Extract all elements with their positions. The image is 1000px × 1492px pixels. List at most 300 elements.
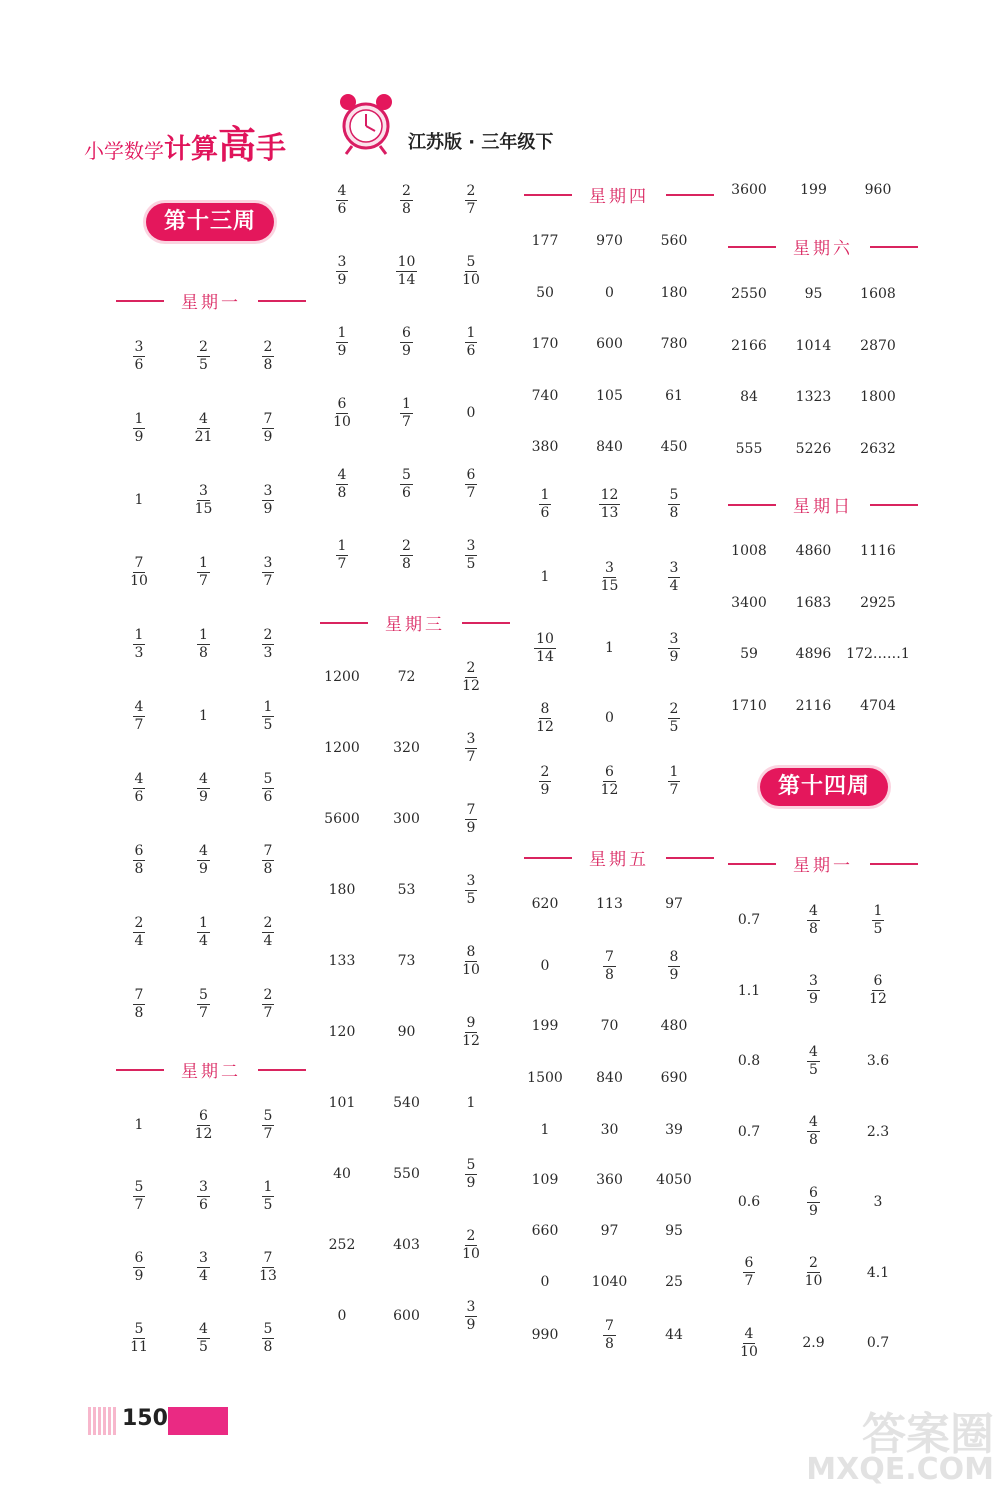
answer-cell: 2.9 [802, 1335, 825, 1351]
day-heading-w13-wed: 星期三 [320, 610, 510, 634]
fraction [336, 183, 349, 218]
numerator: 8 [669, 948, 679, 965]
denominator: 7 [134, 716, 144, 733]
denominator: 10 [740, 1343, 758, 1360]
numerator: 12 [600, 486, 619, 503]
answer-cell: 1 [540, 569, 550, 585]
answer-cell [578, 1311, 642, 1359]
numerator: 1 [199, 626, 208, 643]
denominator: 11 [130, 1338, 148, 1355]
denominator: 8 [263, 1338, 273, 1355]
answer-cell: 480 [660, 1018, 688, 1034]
denominator: 7 [263, 1125, 273, 1142]
fraction [197, 627, 210, 662]
numerator: 2 [669, 700, 679, 717]
denominator: 9 [263, 428, 273, 445]
answer-cell [236, 1243, 300, 1291]
answer-cell [439, 1292, 503, 1340]
fraction [807, 903, 820, 938]
numerator: 6 [744, 1255, 754, 1271]
denominator: 14 [397, 271, 416, 288]
answer-cell: 40 [333, 1166, 351, 1182]
answer-cell: 30 [600, 1122, 619, 1138]
answer-cell [717, 1249, 781, 1297]
denominator: 8 [605, 1335, 614, 1352]
denominator: 7 [134, 1196, 144, 1213]
denominator: 8 [669, 504, 679, 521]
answer-cell: 5600 [324, 811, 360, 827]
answer-cell [846, 967, 910, 1015]
answer-cell: 90 [397, 1024, 416, 1040]
numerator: 2 [466, 1227, 476, 1244]
answer-cell [642, 480, 706, 528]
answer-cell: 3400 [731, 594, 767, 611]
answer-cell: 0 [540, 1274, 550, 1290]
fraction [133, 1250, 146, 1285]
answer-cell: 252 [328, 1237, 356, 1253]
denominator: 13 [600, 504, 619, 521]
fraction [262, 339, 275, 374]
answer-cell [107, 404, 171, 452]
numerator: 2 [263, 986, 273, 1003]
answer-cell [107, 764, 171, 812]
denominator: 3 [263, 644, 273, 661]
alarm-clock-icon [332, 86, 402, 156]
answer-cell: 970 [596, 233, 623, 249]
answer-cell: 50 [536, 284, 554, 301]
answer-cell: 4.1 [866, 1264, 890, 1281]
fraction [133, 915, 146, 950]
answer-cell [236, 1172, 300, 1220]
denominator: 5 [873, 920, 883, 937]
answer-cell [439, 795, 503, 843]
denominator: 6 [337, 200, 347, 217]
answer-cell: 4704 [860, 697, 896, 714]
numerator: 7 [134, 986, 144, 1003]
answer-cell: 2925 [860, 594, 896, 611]
fraction [262, 843, 275, 878]
denominator: 6 [199, 1196, 208, 1213]
fraction [197, 771, 210, 806]
numerator: 5 [134, 1320, 144, 1337]
fraction [668, 631, 681, 666]
fraction [460, 1015, 482, 1050]
fraction [465, 1299, 478, 1334]
numerator: 5 [466, 253, 476, 270]
denominator: 8 [809, 920, 818, 937]
denominator: 9 [809, 991, 818, 1007]
answer-cell: 1008 [731, 543, 767, 559]
answer-cell [107, 836, 171, 884]
answer-cell [782, 896, 846, 944]
numerator: 4 [809, 1043, 818, 1060]
fraction [262, 915, 275, 950]
fraction [133, 1179, 146, 1214]
denominator: 4 [134, 932, 144, 949]
numerator: 4 [337, 182, 347, 199]
answer-cell: 25 [665, 1274, 683, 1290]
fraction [197, 843, 210, 878]
denominator: 10 [462, 1245, 480, 1262]
answer-cell [375, 460, 439, 508]
numerator: 4 [199, 842, 208, 859]
answer-cell [513, 757, 577, 805]
fraction [603, 949, 616, 984]
answer-cell: 560 [660, 233, 688, 249]
fraction [193, 411, 215, 446]
answer-cell [439, 724, 503, 772]
numerator: 3 [466, 537, 476, 554]
answer-cell [846, 896, 910, 944]
watermark: 答案圈 MXQE.COM [806, 1409, 994, 1487]
denominator: 4 [669, 577, 679, 594]
numerator: 1 [337, 537, 347, 554]
numerator: 3 [466, 872, 476, 889]
denominator: 9 [669, 966, 679, 983]
numerator: 3 [466, 730, 476, 747]
numerator: 7 [263, 1249, 273, 1266]
numerator: 6 [873, 973, 883, 989]
fraction [262, 1179, 275, 1214]
denominator: 7 [402, 413, 411, 430]
numerator: 1 [263, 1178, 273, 1195]
answer-cell: 2550 [731, 286, 767, 302]
numerator: 10 [397, 253, 416, 270]
fraction [197, 555, 210, 590]
answer-cell: 1 [134, 1117, 144, 1133]
answer-cell: 199 [531, 1018, 559, 1034]
denominator: 7 [744, 1273, 754, 1289]
day-heading-w13-sun: 星期日 [728, 492, 918, 516]
denominator: 5 [669, 718, 679, 735]
answer-cell: 660 [531, 1223, 559, 1239]
answer-cell: 1500 [527, 1070, 563, 1086]
answer-cell: 4896 [795, 646, 832, 662]
denominator: 4 [199, 1267, 208, 1284]
answer-cell: 2632 [860, 440, 896, 457]
numerator: 3 [337, 253, 347, 270]
denominator: 12 [194, 1125, 213, 1142]
answer-cell [172, 620, 236, 668]
answer-cell [236, 908, 300, 956]
answer-cell: 1200 [324, 740, 360, 756]
denominator: 9 [466, 1316, 476, 1333]
answer-cell: 990 [531, 1327, 559, 1343]
answer-cell: 3 [873, 1194, 883, 1210]
answer-cell: 840 [596, 439, 623, 455]
answer-cell [578, 757, 642, 805]
answer-cell: 1 [199, 708, 208, 724]
answer-cell [236, 404, 300, 452]
answer-cell: 1014 [795, 337, 832, 354]
denominator: 4 [263, 932, 273, 949]
answer-cell: 120 [328, 1024, 356, 1040]
answer-cell [172, 1101, 236, 1149]
answer-cell [107, 620, 171, 668]
denominator: 8 [134, 860, 144, 877]
fraction [336, 325, 349, 360]
numerator: 7 [605, 948, 614, 965]
numerator: 1 [540, 486, 550, 503]
answer-cell [782, 1178, 846, 1226]
numerator: 6 [809, 1184, 818, 1201]
answer-cell: 170 [531, 336, 559, 352]
answer-cell [107, 548, 171, 596]
numerator: 1 [134, 626, 144, 643]
numerator: 6 [199, 1107, 208, 1124]
numerator: 4 [809, 1114, 818, 1130]
answer-cell [782, 1037, 846, 1085]
answer-cell: 0 [605, 710, 614, 726]
answer-cell [172, 836, 236, 884]
fraction [460, 944, 482, 979]
denominator: 13 [259, 1267, 277, 1284]
answer-cell: 0 [337, 1308, 347, 1324]
answer-cell: 105 [596, 387, 623, 404]
numerator: 3 [199, 1178, 208, 1195]
fraction [603, 1318, 616, 1353]
answer-cell: 2870 [860, 337, 896, 354]
answer-cell: 690 [660, 1070, 688, 1086]
numerator: 6 [466, 466, 476, 483]
answer-cell: 73 [397, 953, 416, 969]
page-number-decoration [88, 1407, 118, 1435]
answer-cell: 53 [397, 882, 416, 898]
answer-cell: 2116 [795, 697, 832, 714]
fraction [599, 487, 621, 522]
answer-cell: 72 [397, 669, 416, 685]
fraction [193, 483, 215, 518]
answer-cell [439, 1008, 503, 1056]
answer-cell [107, 1314, 171, 1362]
answer-cell [439, 937, 503, 985]
numerator: 6 [337, 395, 347, 412]
numerator: 3 [263, 482, 273, 499]
denominator: 5 [466, 890, 476, 907]
answer-cell [310, 247, 374, 295]
numerator: 8 [466, 943, 476, 960]
answer-cell [375, 176, 439, 224]
answer-cell: 3600 [731, 182, 767, 198]
numerator: 7 [263, 842, 273, 859]
denominator: 9 [402, 342, 411, 359]
numerator: 5 [669, 486, 679, 503]
answer-cell: 0.7 [866, 1335, 890, 1351]
numerator: 4 [134, 770, 144, 787]
day-heading-w13-fri: 星期五 [524, 845, 714, 869]
day-heading-w13-thu: 星期四 [524, 182, 714, 206]
answer-cell: 1 [605, 640, 614, 656]
answer-cell [172, 980, 236, 1028]
answer-cell [172, 548, 236, 596]
answer-cell [172, 332, 236, 380]
answer-cell [310, 389, 374, 437]
fraction [257, 1250, 279, 1285]
answer-cell [107, 332, 171, 380]
answer-cell: 740 [531, 387, 559, 404]
fraction [396, 254, 418, 289]
book-title: 小学数学计算高手 [84, 123, 287, 167]
answer-cell [439, 653, 503, 701]
answer-cell [236, 1314, 300, 1362]
answer-cell: 97 [665, 896, 683, 912]
fraction [128, 555, 150, 590]
answer-cell [782, 967, 846, 1015]
answer-cell: 97 [600, 1223, 619, 1239]
denominator: 10 [462, 961, 480, 978]
fraction [465, 731, 478, 766]
denominator: 6 [134, 788, 144, 805]
answer-cell: 177 [531, 233, 559, 249]
answer-cell: 4860 [795, 543, 832, 559]
answer-cell: 780 [660, 336, 688, 352]
fraction [460, 254, 482, 289]
numerator: 2 [134, 914, 144, 931]
answer-cell [107, 1172, 171, 1220]
fraction [197, 1321, 210, 1356]
answer-cell [439, 531, 503, 579]
denominator: 8 [263, 860, 273, 877]
numerator: 2 [402, 182, 411, 199]
denominator: 6 [134, 356, 144, 373]
answer-cell [439, 1150, 503, 1198]
denominator: 5 [263, 1196, 273, 1213]
fraction [197, 915, 210, 950]
fraction [133, 339, 146, 374]
answer-cell: 450 [660, 439, 688, 455]
answer-cell: 0 [605, 284, 614, 301]
answer-cell [375, 531, 439, 579]
answer-cell: 1040 [591, 1274, 628, 1290]
fraction [400, 467, 413, 502]
answer-cell [236, 692, 300, 740]
numerator: 9 [466, 1014, 476, 1031]
fraction [262, 411, 275, 446]
answer-cell [642, 694, 706, 742]
numerator: 2 [263, 626, 273, 643]
answer-cell: 540 [393, 1095, 420, 1111]
numerator: 4 [134, 698, 144, 715]
numerator: 6 [402, 324, 411, 341]
answer-cell: 180 [660, 284, 688, 301]
denominator: 9 [669, 648, 679, 665]
denominator: 8 [809, 1132, 818, 1148]
fraction [465, 873, 478, 908]
answer-cell [375, 389, 439, 437]
answer-cell [310, 318, 374, 366]
answer-cell: 84 [740, 389, 758, 405]
fraction [668, 949, 681, 984]
answer-cell: 59 [740, 646, 758, 662]
answer-cell: 2.3 [866, 1123, 890, 1140]
numerator: 4 [809, 902, 818, 919]
numerator: 3 [134, 338, 144, 355]
denominator: 3 [134, 644, 144, 661]
answer-cell: 1116 [860, 543, 896, 559]
denominator: 8 [402, 555, 411, 572]
denominator: 12 [536, 718, 554, 735]
answer-cell: 4050 [656, 1172, 692, 1188]
numerator: 2 [402, 537, 411, 554]
numerator: 7 [263, 410, 273, 427]
answer-cell: 61 [665, 387, 683, 404]
answer-cell: 44 [665, 1327, 683, 1343]
denominator: 10 [333, 413, 351, 430]
fraction [400, 396, 413, 431]
fraction [331, 396, 353, 431]
fraction [133, 771, 146, 806]
fraction [262, 627, 275, 662]
answer-cell: 2166 [731, 337, 767, 354]
fraction [465, 538, 478, 573]
numerator: 2 [809, 1255, 818, 1271]
fraction [400, 538, 413, 573]
answer-cell [439, 318, 503, 366]
numerator: 2 [263, 914, 273, 931]
answer-cell: 1.1 [737, 982, 761, 999]
answer-cell: 1 [466, 1095, 476, 1111]
answer-cell [439, 176, 503, 224]
answer-cell: 620 [531, 896, 559, 912]
answer-cell: 95 [804, 286, 823, 302]
denominator: 8 [402, 200, 411, 217]
answer-cell [172, 1172, 236, 1220]
denominator: 10 [462, 271, 480, 288]
answer-cell: 1 [134, 492, 144, 508]
fraction [872, 903, 885, 938]
denominator: 6 [466, 342, 476, 359]
numerator: 7 [134, 554, 144, 571]
answer-cell [107, 1243, 171, 1291]
numerator: 10 [536, 630, 554, 647]
numerator: 2 [199, 338, 208, 355]
answer-cell: 600 [596, 336, 623, 352]
fraction [197, 987, 210, 1022]
answer-cell: 1683 [795, 594, 832, 611]
numerator: 5 [466, 1156, 476, 1173]
answer-cell: 180 [328, 882, 356, 898]
answer-cell [717, 1319, 781, 1367]
fraction [668, 487, 681, 522]
answer-cell: 133 [328, 953, 356, 969]
denominator: 5 [199, 1338, 208, 1355]
numerator: 2 [466, 182, 476, 199]
week-13-badge: 第十三周 [146, 203, 274, 241]
answer-cell [578, 480, 642, 528]
book-header [84, 86, 644, 166]
denominator: 15 [194, 500, 213, 517]
denominator: 12 [462, 1032, 480, 1049]
answer-cell: 0 [540, 958, 550, 974]
numerator: 4 [199, 770, 208, 787]
fraction [807, 1185, 820, 1220]
denominator: 10 [804, 1273, 823, 1289]
answer-cell: 300 [393, 811, 420, 827]
answer-cell: 550 [393, 1166, 420, 1182]
fraction [599, 560, 621, 595]
answer-cell: 39 [665, 1122, 683, 1138]
numerator: 5 [263, 1107, 273, 1124]
denominator: 5 [263, 716, 273, 733]
numerator: 1 [263, 698, 273, 715]
numerator: 3 [669, 630, 679, 647]
answer-cell: 1 [540, 1122, 550, 1138]
numerator: 1 [337, 324, 347, 341]
denominator: 7 [199, 1004, 208, 1021]
fraction [867, 973, 889, 1008]
fraction [262, 1108, 275, 1143]
answer-cell [513, 694, 577, 742]
